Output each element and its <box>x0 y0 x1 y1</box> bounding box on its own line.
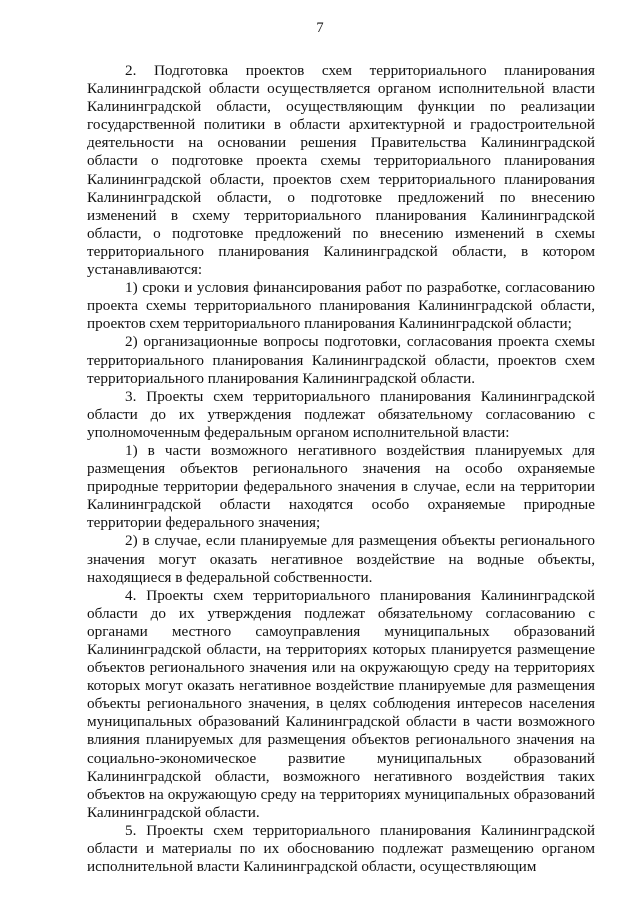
paragraph-2-item-2: 2) организационные вопросы подготовки, согласования проекта схемы территориального планирования Калининградской области, проектов схем территориального планирования Калининградской области. <box>87 333 595 387</box>
paragraph-3-item-2: 2) в случае, если планируемые для размещения объекты регионального значения могут оказать негативное воздействие на водные объекты, находящиеся в федеральной собственности. <box>87 532 595 586</box>
paragraph-2-item-1: 1) сроки и условия финансирования работ по разработке, согласованию проекта схемы территориального планирования Калининградской области, проектов схем территориального планирования Калининградской области; <box>87 279 595 333</box>
paragraph-3-item-1: 1) в части возможного негативного воздействия планируемых для размещения объектов регионального значения на особо охраняемые природные территории федерального значения в случае, если на территории Калининградской области находятся особо охраняемые природные территории федерального значения; <box>87 441 595 532</box>
paragraph-5: 5. Проекты схем территориального планирования Калининградской области и материалы по их обоснованию подлежат размещению органом исполнительной власти Калининградской области, осуществляющим <box>87 821 595 876</box>
paragraph-2: 2. Подготовка проектов схем территориального планирования Калининградской области осуществляется органом исполнительной власти Калининградской области, осуществляющим функции по реализации государственной политики в области архитектурной и градостроительной деятельности на основании решения Правительства Калининградской области о подготовке проекта схемы территориального планирования Калининградской области, проектов схем территориального планирования Калининградской области, о подготовке предложений по внесению изменений в схему территориального планирования Калининградской области, о подготовке предложений по внесению изменений в схемы территориального планирования Калининградской области, в котором устанавливаются: <box>87 62 595 279</box>
page-number: 7 <box>316 20 324 36</box>
paragraph-3: 3. Проекты схем территориального планирования Калининградской области до их утверждения подлежат обязательному согласованию с уполномоченным федеральным органом исполнительной власти: <box>87 387 595 441</box>
paragraph-4: 4. Проекты схем территориального планирования Калининградской области до их утверждения подлежат обязательному согласованию с органами местного самоуправления муниципальных образований Калининградской области, на территориях которых планируется размещение объектов регионального значения или на окружающую среду на территориях которых могут оказать негативное воздействие планируемые для размещения объекты регионального значения, в целях соблюдения интересов населения муниципальных образований Калининградской области в части возможного влияния планируемых для размещения объектов регионального значения на социально-экономическое развитие муниципальных образований Калининградской области, возможного негативного воздействия таких объектов на окружающую среду на территориях муниципальных образований Калининградской области. <box>87 586 595 821</box>
document-body <box>87 62 595 876</box>
